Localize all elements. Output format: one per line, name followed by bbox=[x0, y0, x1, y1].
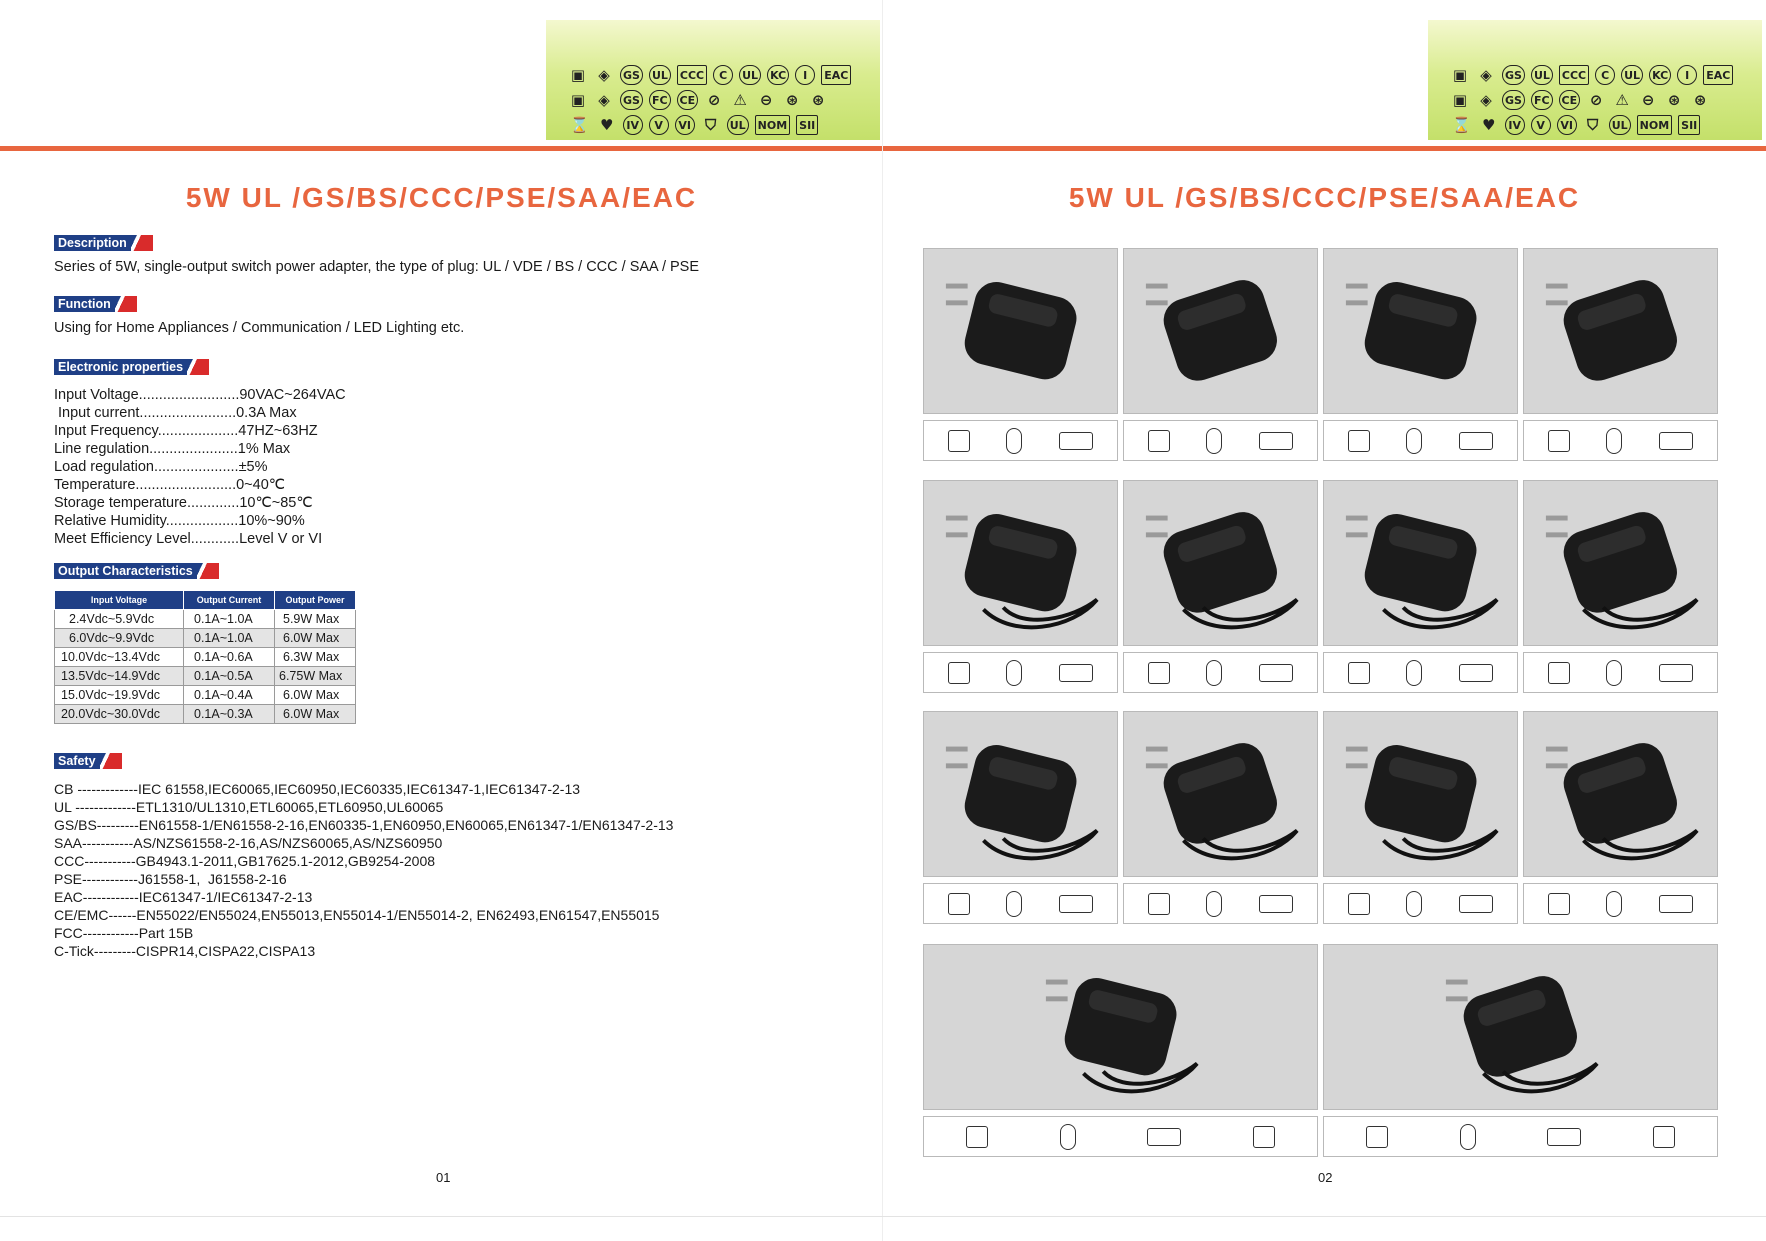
product-photo bbox=[923, 711, 1118, 877]
certification-mark-icon: ⊘ bbox=[707, 91, 721, 109]
drawing-view-icon bbox=[1206, 428, 1222, 454]
drawing-view-icon bbox=[1606, 428, 1622, 454]
output-table bbox=[54, 590, 356, 724]
table-cell: 6.0W Max bbox=[275, 705, 356, 724]
certification-mark-icon: ⊛ bbox=[785, 91, 799, 109]
certification-mark-icon: UL bbox=[1609, 115, 1631, 135]
certification-mark-icon: ⊛ bbox=[1667, 91, 1681, 109]
table-cell: 0.1A~0.4A bbox=[184, 686, 275, 705]
certification-banner bbox=[546, 20, 880, 140]
product-photo bbox=[1523, 480, 1718, 646]
certification-mark-icon: I bbox=[1677, 65, 1697, 85]
drawing-view-icon bbox=[1006, 660, 1022, 686]
table-cell: 6.0W Max bbox=[275, 629, 356, 648]
table-row bbox=[55, 705, 356, 724]
product-photo bbox=[923, 248, 1118, 414]
drawing-view-icon bbox=[1459, 664, 1493, 682]
product-photo bbox=[1123, 248, 1318, 414]
drawing-view-icon bbox=[1606, 660, 1622, 686]
drawing-view-icon bbox=[1259, 664, 1293, 682]
safety-line: CCC-----------GB4943.1-2011,GB17625.1-2012,GB9254-2008 bbox=[54, 853, 436, 869]
table-row bbox=[55, 686, 356, 705]
table-cell: 0.1A~0.5A bbox=[184, 667, 275, 686]
property-line: Input Frequency....................47HZ~63HZ bbox=[54, 423, 318, 439]
certification-mark-icon: CCC bbox=[1559, 65, 1589, 85]
drawing-view-icon bbox=[1659, 664, 1693, 682]
slash-icon bbox=[131, 235, 153, 251]
product-photo bbox=[1323, 480, 1518, 646]
table-cell: 6.75W Max bbox=[275, 667, 356, 686]
drawing-view-icon bbox=[1548, 893, 1570, 915]
top-accent-bar bbox=[0, 146, 883, 151]
drawing-view-icon bbox=[1259, 432, 1293, 450]
description-heading bbox=[54, 235, 153, 251]
product-photo bbox=[1323, 944, 1718, 1110]
drawing-view-icon bbox=[1659, 895, 1693, 913]
drawing-view-icon bbox=[1406, 660, 1422, 686]
function-text: Using for Home Appliances / Communication / LED Lighting etc. bbox=[54, 320, 465, 336]
section-label: Safety bbox=[54, 753, 100, 769]
certification-mark-icon: ◈ bbox=[598, 66, 610, 84]
certification-mark-icon: V bbox=[649, 115, 669, 135]
slash-icon bbox=[187, 359, 209, 375]
property-line: Line regulation......................1% Max bbox=[54, 441, 291, 457]
drawing-view-icon bbox=[1406, 428, 1422, 454]
certification-mark-icon: ◈ bbox=[598, 91, 610, 109]
certification-mark-icon: SII bbox=[796, 115, 818, 135]
electronic-heading bbox=[54, 359, 209, 375]
cert-row-2 bbox=[568, 87, 858, 113]
drawing-view-icon bbox=[1147, 1128, 1181, 1146]
table-header-row bbox=[55, 591, 356, 610]
section-label: Electronic properties bbox=[54, 359, 187, 375]
product-photo bbox=[1323, 711, 1518, 877]
drawing-view-icon bbox=[948, 430, 970, 452]
drawing-view-icon bbox=[1653, 1126, 1675, 1148]
table-cell: 20.0Vdc~30.0Vdc bbox=[55, 705, 184, 724]
product-photo bbox=[1123, 480, 1318, 646]
column-header: Input Voltage bbox=[55, 591, 184, 610]
certification-mark-icon: ◈ bbox=[1480, 91, 1492, 109]
drawing-view-icon bbox=[1366, 1126, 1388, 1148]
table-cell: 13.5Vdc~14.9Vdc bbox=[55, 667, 184, 686]
output-heading bbox=[54, 563, 219, 579]
certification-mark-icon: ⛉ bbox=[1587, 116, 1599, 134]
certification-mark-icon: ♥ bbox=[599, 116, 614, 134]
certification-mark-icon: GS bbox=[1502, 65, 1525, 85]
dimension-drawing bbox=[1123, 652, 1318, 693]
certification-mark-icon: ▣ bbox=[570, 91, 586, 109]
product-photo bbox=[1323, 248, 1518, 414]
certification-mark-icon: ▣ bbox=[570, 66, 586, 84]
drawing-view-icon bbox=[1606, 891, 1622, 917]
product-photo bbox=[1123, 711, 1318, 877]
certification-mark-icon: ⊖ bbox=[1641, 91, 1655, 109]
dimension-drawing bbox=[1323, 420, 1518, 461]
property-line: Relative Humidity..................10%~90% bbox=[54, 513, 305, 529]
certification-mark-icon: ◈ bbox=[1480, 66, 1492, 84]
safety-line: UL -------------ETL1310/UL1310,ETL60065,ETL60950,UL60065 bbox=[54, 799, 444, 815]
property-line: Temperature.........................0~40℃ bbox=[54, 477, 286, 493]
drawing-view-icon bbox=[1659, 432, 1693, 450]
certification-mark-icon: ♥ bbox=[1481, 116, 1496, 134]
safety-line: C-Tick---------CISPR14,CISPA22,CISPA13 bbox=[54, 943, 316, 959]
table-cell: 0.1A~0.6A bbox=[184, 648, 275, 667]
table-cell: 10.0Vdc~13.4Vdc bbox=[55, 648, 184, 667]
table-cell: 2.4Vdc~5.9Vdc bbox=[55, 610, 184, 629]
section-label: Output Characteristics bbox=[54, 563, 197, 579]
drawing-view-icon bbox=[1060, 1124, 1076, 1150]
table-cell: 15.0Vdc~19.9Vdc bbox=[55, 686, 184, 705]
product-photo bbox=[923, 480, 1118, 646]
drawing-view-icon bbox=[1459, 432, 1493, 450]
drawing-view-icon bbox=[1253, 1126, 1275, 1148]
drawing-view-icon bbox=[1459, 895, 1493, 913]
product-photo bbox=[1523, 248, 1718, 414]
column-header: Output Current bbox=[184, 591, 275, 610]
certification-banner bbox=[1428, 20, 1762, 140]
property-line: Storage temperature.............10℃~85℃ bbox=[54, 495, 313, 511]
safety-line: CB -------------IEC 61558,IEC60065,IEC60950,IEC60335,IEC61347-1,IEC61347-2-13 bbox=[54, 781, 581, 797]
electronic-properties-list bbox=[54, 386, 346, 548]
certification-mark-icon: I bbox=[795, 65, 815, 85]
cert-row-1 bbox=[1450, 62, 1740, 88]
function-heading bbox=[54, 296, 137, 312]
page-title: 5W UL /GS/BS/CCC/PSE/SAA/EAC bbox=[185, 182, 698, 213]
drawing-view-icon bbox=[1148, 662, 1170, 684]
page-title: 5W UL /GS/BS/CCC/PSE/SAA/EAC bbox=[1068, 182, 1581, 213]
certification-mark-icon: CE bbox=[1559, 90, 1581, 110]
drawing-view-icon bbox=[1206, 891, 1222, 917]
drawing-view-icon bbox=[1547, 1128, 1581, 1146]
certification-mark-icon: CCC bbox=[677, 65, 707, 85]
dimension-drawing bbox=[1123, 420, 1318, 461]
dimension-drawing bbox=[1523, 883, 1718, 924]
slash-icon bbox=[100, 753, 122, 769]
certification-mark-icon: GS bbox=[1502, 90, 1525, 110]
certification-mark-icon: ▣ bbox=[1452, 66, 1468, 84]
certification-mark-icon: ▣ bbox=[1452, 91, 1468, 109]
table-cell: 0.1A~1.0A bbox=[184, 629, 275, 648]
drawing-view-icon bbox=[1548, 430, 1570, 452]
certification-mark-icon: V bbox=[1531, 115, 1551, 135]
certification-mark-icon: ⊖ bbox=[759, 91, 773, 109]
drawing-view-icon bbox=[1348, 893, 1370, 915]
certification-mark-icon: IV bbox=[1505, 115, 1525, 135]
column-header: Output Power bbox=[275, 591, 356, 610]
section-label: Description bbox=[54, 235, 131, 251]
dimension-drawing bbox=[1323, 652, 1518, 693]
drawing-view-icon bbox=[1348, 430, 1370, 452]
section-label: Function bbox=[54, 296, 115, 312]
certification-mark-icon: ⚠ bbox=[1615, 91, 1629, 109]
page-number: 02 bbox=[1318, 1170, 1333, 1185]
certification-mark-icon: EAC bbox=[821, 65, 851, 85]
safety-line: EAC------------IEC61347-1/IEC61347-2-13 bbox=[54, 889, 313, 905]
certification-mark-icon: VI bbox=[675, 115, 695, 135]
safety-line: FCC------------Part 15B bbox=[54, 925, 194, 941]
property-line: Meet Efficiency Level............Level V or VI bbox=[54, 531, 323, 547]
property-line: Load regulation.....................±5% bbox=[54, 459, 268, 475]
dimension-drawing bbox=[923, 1116, 1318, 1157]
drawing-view-icon bbox=[1460, 1124, 1476, 1150]
safety-list bbox=[54, 780, 673, 960]
property-line: Input current........................0.3A Max bbox=[54, 405, 297, 421]
table-cell: 0.1A~0.3A bbox=[184, 705, 275, 724]
dimension-drawing bbox=[923, 883, 1118, 924]
dimension-drawing bbox=[1523, 652, 1718, 693]
table-row bbox=[55, 667, 356, 686]
dimension-drawing bbox=[923, 420, 1118, 461]
drawing-view-icon bbox=[1059, 895, 1093, 913]
certification-mark-icon: KC bbox=[767, 65, 789, 85]
certification-mark-icon: C bbox=[713, 65, 733, 85]
certification-mark-icon: KC bbox=[1649, 65, 1671, 85]
certification-mark-icon: NOM bbox=[755, 115, 791, 135]
certification-mark-icon: SII bbox=[1678, 115, 1700, 135]
certification-mark-icon: ⊘ bbox=[1589, 91, 1603, 109]
product-photo bbox=[923, 944, 1318, 1110]
certification-mark-icon: C bbox=[1595, 65, 1615, 85]
product-photo bbox=[1523, 711, 1718, 877]
drawing-view-icon bbox=[1006, 428, 1022, 454]
drawing-view-icon bbox=[1148, 430, 1170, 452]
cert-row-3 bbox=[568, 112, 858, 138]
drawing-view-icon bbox=[1348, 662, 1370, 684]
certification-mark-icon: GS bbox=[620, 65, 643, 85]
drawing-view-icon bbox=[966, 1126, 988, 1148]
drawing-view-icon bbox=[1059, 664, 1093, 682]
drawing-view-icon bbox=[948, 893, 970, 915]
table-cell: 6.0W Max bbox=[275, 686, 356, 705]
certification-mark-icon: EAC bbox=[1703, 65, 1733, 85]
slash-icon bbox=[197, 563, 219, 579]
certification-mark-icon: UL bbox=[727, 115, 749, 135]
table-row bbox=[55, 629, 356, 648]
dimension-drawing bbox=[1523, 420, 1718, 461]
drawing-view-icon bbox=[1206, 660, 1222, 686]
certification-mark-icon: CE bbox=[677, 90, 699, 110]
certification-mark-icon: ⛉ bbox=[705, 116, 717, 134]
drawing-view-icon bbox=[1148, 893, 1170, 915]
drawing-view-icon bbox=[1059, 432, 1093, 450]
certification-mark-icon: NOM bbox=[1637, 115, 1673, 135]
drawing-view-icon bbox=[1548, 662, 1570, 684]
certification-mark-icon: ⌛ bbox=[570, 116, 589, 134]
cert-row-3 bbox=[1450, 112, 1740, 138]
drawing-view-icon bbox=[948, 662, 970, 684]
safety-line: GS/BS---------EN61558-1/EN61558-2-16,EN60335-1,EN60950,EN60065,EN61347-1/EN61347-2-13 bbox=[54, 817, 674, 833]
certification-mark-icon: ⌛ bbox=[1452, 116, 1471, 134]
dimension-drawing bbox=[1123, 883, 1318, 924]
drawing-view-icon bbox=[1259, 895, 1293, 913]
certification-mark-icon: GS bbox=[620, 90, 643, 110]
certification-mark-icon: ⚠ bbox=[733, 91, 747, 109]
top-accent-bar bbox=[883, 146, 1766, 151]
page-number: 01 bbox=[436, 1170, 451, 1185]
dimension-drawing bbox=[923, 652, 1118, 693]
page-right bbox=[883, 0, 1766, 1241]
drawing-view-icon bbox=[1006, 891, 1022, 917]
safety-heading bbox=[54, 753, 122, 769]
table-row bbox=[55, 648, 356, 667]
table-cell: 5.9W Max bbox=[275, 610, 356, 629]
dimension-drawing bbox=[1323, 883, 1518, 924]
cert-row-1 bbox=[568, 62, 858, 88]
certification-mark-icon: IV bbox=[623, 115, 643, 135]
certification-mark-icon: ⊛ bbox=[1693, 91, 1707, 109]
certification-mark-icon: UL bbox=[649, 65, 671, 85]
dimension-drawing bbox=[1323, 1116, 1718, 1157]
slash-icon bbox=[115, 296, 137, 312]
table-cell: 6.0Vdc~9.9Vdc bbox=[55, 629, 184, 648]
cert-row-2 bbox=[1450, 87, 1740, 113]
description-text: Series of 5W, single-output switch power adapter, the type of plug: UL / VDE / BS / CCC / SAA / PSE bbox=[54, 259, 700, 275]
certification-mark-icon: ⊛ bbox=[811, 91, 825, 109]
footer-line bbox=[0, 1216, 1766, 1217]
safety-line: SAA-----------AS/NZS61558-2-16,AS/NZS60065,AS/NZS60950 bbox=[54, 835, 443, 851]
safety-line: PSE------------J61558-1, J61558-2-16 bbox=[54, 871, 287, 887]
certification-mark-icon: FC bbox=[1531, 90, 1553, 110]
certification-mark-icon: UL bbox=[1621, 65, 1643, 85]
certification-mark-icon: VI bbox=[1557, 115, 1577, 135]
certification-mark-icon: UL bbox=[1531, 65, 1553, 85]
property-line: Input Voltage.........................90VAC~264VAC bbox=[54, 387, 346, 403]
drawing-view-icon bbox=[1406, 891, 1422, 917]
certification-mark-icon: UL bbox=[739, 65, 761, 85]
table-cell: 0.1A~1.0A bbox=[184, 610, 275, 629]
safety-line: CE/EMC------EN55022/EN55024,EN55013,EN55014-1/EN55014-2, EN62493,EN61547,EN55015 bbox=[54, 907, 660, 923]
table-row bbox=[55, 610, 356, 629]
certification-mark-icon: FC bbox=[649, 90, 671, 110]
table-cell: 6.3W Max bbox=[275, 648, 356, 667]
